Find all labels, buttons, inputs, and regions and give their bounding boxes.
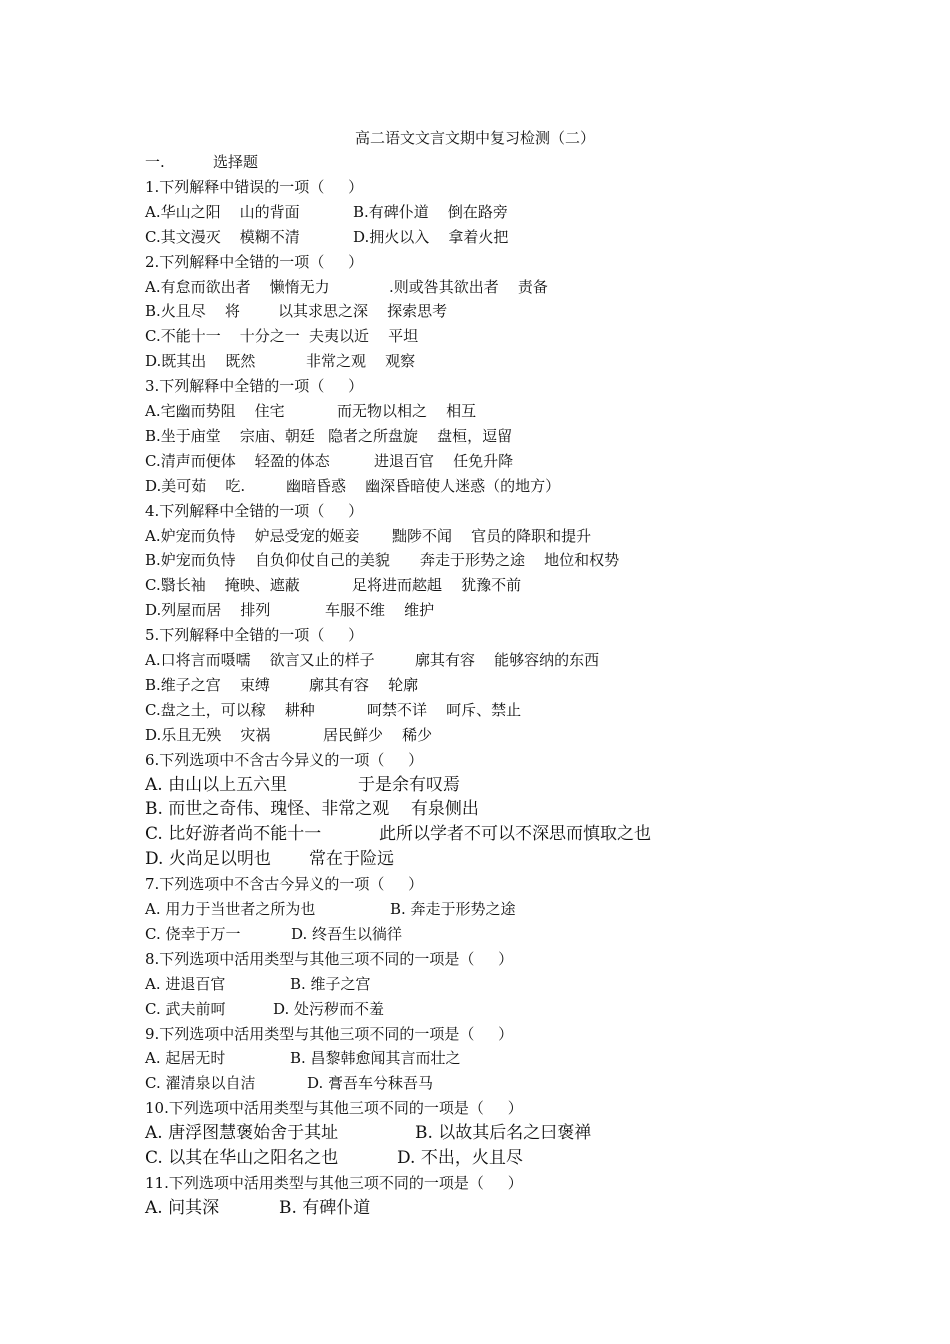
line-segment-secondary: B. 奔走于形势之途 — [390, 900, 516, 918]
line-segment-primary: C. 以其在华山之阳名之也 — [145, 1148, 339, 1168]
line-segment-secondary: 幽暗昏惑 幽深昏暗使人迷惑（的地方） — [286, 476, 561, 495]
line-segment-secondary: 隐者之所盘旋 盘桓，逗留 — [328, 426, 513, 445]
line-segment-secondary: B. 有碑仆道 — [279, 1197, 371, 1218]
line-segment-secondary: 廓其有容 轮廓 — [309, 675, 419, 694]
line-segment-secondary: B. 维子之宫 — [290, 974, 371, 993]
line-segment-primary: 5.下列解释中全错的一项（ ） — [145, 626, 364, 645]
line-segment-secondary: 居民鲜少 稀少 — [323, 725, 433, 744]
line-segment-primary: D.美可茹 吃. — [145, 476, 246, 495]
line-segment-primary: A. 起居无时 — [145, 1049, 226, 1068]
line-segment-primary: 3.下列解释中全错的一项（ ） — [145, 377, 364, 396]
line-segment-secondary: .则或咎其欲出者 责备 — [389, 277, 548, 296]
line-segment-primary: D. 火尚足以明也 — [145, 849, 271, 870]
line-segment-primary: C.其文漫灭 模糊不清 — [145, 227, 300, 246]
line-segment-primary: C. 濯清泉以自洁 — [145, 1074, 256, 1093]
line-segment-secondary: 常在于险远 — [309, 849, 394, 870]
line-segment-primary: C. 比好游者尚不能十一 — [145, 824, 322, 845]
line-segment-primary: D.列屋而居 排列 — [145, 601, 271, 620]
line-segment-primary: 一. — [145, 153, 165, 171]
line-segment-secondary: D. 终吾生以徜徉 — [291, 924, 403, 943]
line-segment-primary: A. 唐浮图慧褒始舍于其址 — [145, 1123, 339, 1144]
line-segment-primary: A.妒宠而负恃 妒忌受宠的姬妾 — [145, 526, 360, 545]
line-segment-primary: A. 问其深 — [145, 1197, 220, 1218]
line-segment-primary: B.维子之宫 束缚 — [145, 675, 270, 694]
page-title: 高二语文文言文期中复习检测（二） — [354, 129, 595, 147]
line-segment-primary: 4.下列解释中全错的一项（ ） — [145, 501, 364, 520]
line-segment-secondary: B. 以故其后名之曰褒禅 — [415, 1123, 592, 1144]
line-segment-secondary: 非常之观 观察 — [306, 352, 416, 371]
line-segment-primary: A. 进退百官 — [145, 974, 226, 993]
line-segment-primary: 10.下列选项中活用类型与其他三项不同的一项是（ ） — [145, 1099, 523, 1118]
line-segment-secondary: 以其求思之深 探索思考 — [278, 302, 448, 321]
line-segment-primary: B. 而世之奇伟、瑰怪、非常之观 有泉侧出 — [145, 799, 479, 820]
line-segment-primary: 9.下列选项中活用类型与其他三项不同的一项是（ ） — [145, 1024, 514, 1043]
line-segment-secondary: B.有碑仆道 倒在路旁 — [353, 202, 508, 221]
line-segment-secondary: 黜陟不闻 官员的降职和提升 — [392, 526, 592, 545]
line-segment-secondary: 廓其有容 能够容纳的东西 — [415, 651, 600, 669]
line-segment-primary: A.有怠而欲出者 懒惰无力 — [145, 277, 330, 296]
line-segment-secondary: 奔走于形势之途 地位和权势 — [420, 551, 620, 570]
line-segment-secondary: 于是余有叹焉 — [358, 774, 460, 795]
line-segment-secondary: D. 膏吾车兮秣吾马 — [307, 1074, 434, 1093]
line-segment-primary: C.翳长袖 掩映、遮蔽 — [145, 576, 300, 595]
line-segment-primary: A.口将言而嗫嚅 欲言又止的样子 — [145, 651, 375, 669]
line-segment-primary: A. 用力于当世者之所为也 — [145, 900, 316, 918]
line-segment-secondary: 呵禁不详 呵斥、禁止 — [367, 700, 522, 719]
line-segment-secondary: D. 处污秽而不羞 — [273, 999, 385, 1018]
line-segment-secondary: D.拥火以入 拿着火把 — [353, 227, 509, 246]
line-segment-primary: A.华山之阳 山的背面 — [145, 202, 300, 221]
line-segment-primary: 2.下列解释中全错的一项（ ） — [145, 252, 364, 271]
line-segment-primary: 11.下列选项中活用类型与其他三项不同的一项是（ ） — [145, 1173, 523, 1192]
line-segment-primary: 6.下列选项中不含古今异义的一项（ ） — [145, 750, 424, 769]
line-segment-primary: D.既其出 既然 — [145, 352, 256, 371]
line-segment-primary: 7.下列选项中不含古今异义的一项（ ） — [145, 875, 424, 894]
line-segment-primary: A.宅幽而势阻 住宅 — [145, 402, 285, 420]
line-segment-secondary: 此所以学者不可以不深思而慎取之也 — [379, 824, 651, 845]
line-segment-primary: A. 由山以上五六里 — [145, 774, 288, 795]
line-segment-primary: B.火且尽 将 — [145, 302, 240, 321]
line-segment-secondary: D. 不出，火且尽 — [397, 1148, 523, 1168]
line-segment-primary: C. 武夫前呵 — [145, 999, 226, 1018]
line-segment-primary: C.盘之土，可以稼 耕种 — [145, 700, 315, 719]
line-segment-secondary: 选择题 — [213, 153, 259, 171]
line-segment-primary: D.乐且无殃 灾祸 — [145, 725, 271, 744]
line-segment-secondary: 足将进而趑趄 犹豫不前 — [352, 576, 522, 595]
line-segment-secondary: 夫夷以近 平坦 — [309, 327, 419, 346]
line-segment-primary: C. 侥幸于万一 — [145, 924, 241, 943]
line-segment-primary: 8.下列选项中活用类型与其他三项不同的一项是（ ） — [145, 949, 514, 968]
line-segment-secondary: 车服不维 维护 — [325, 601, 435, 620]
line-segment-primary: C.清声而便体 轻盈的体态 — [145, 451, 330, 470]
line-segment-secondary: 而无物以相之 相互 — [337, 402, 477, 420]
line-segment-primary: B.妒宠而负恃 自负仰仗自己的美貌 — [145, 551, 390, 570]
line-segment-secondary: 进退百官 任免升降 — [374, 451, 514, 470]
line-segment-primary: 1.下列解释中错误的一项（ ） — [145, 177, 364, 196]
line-segment-primary: C.不能十一 十分之一 — [145, 327, 300, 346]
line-segment-primary: B.坐于庙堂 宗庙、朝廷 — [145, 426, 315, 445]
line-segment-secondary: B. 昌黎韩愈闻其言而壮之 — [290, 1049, 461, 1068]
